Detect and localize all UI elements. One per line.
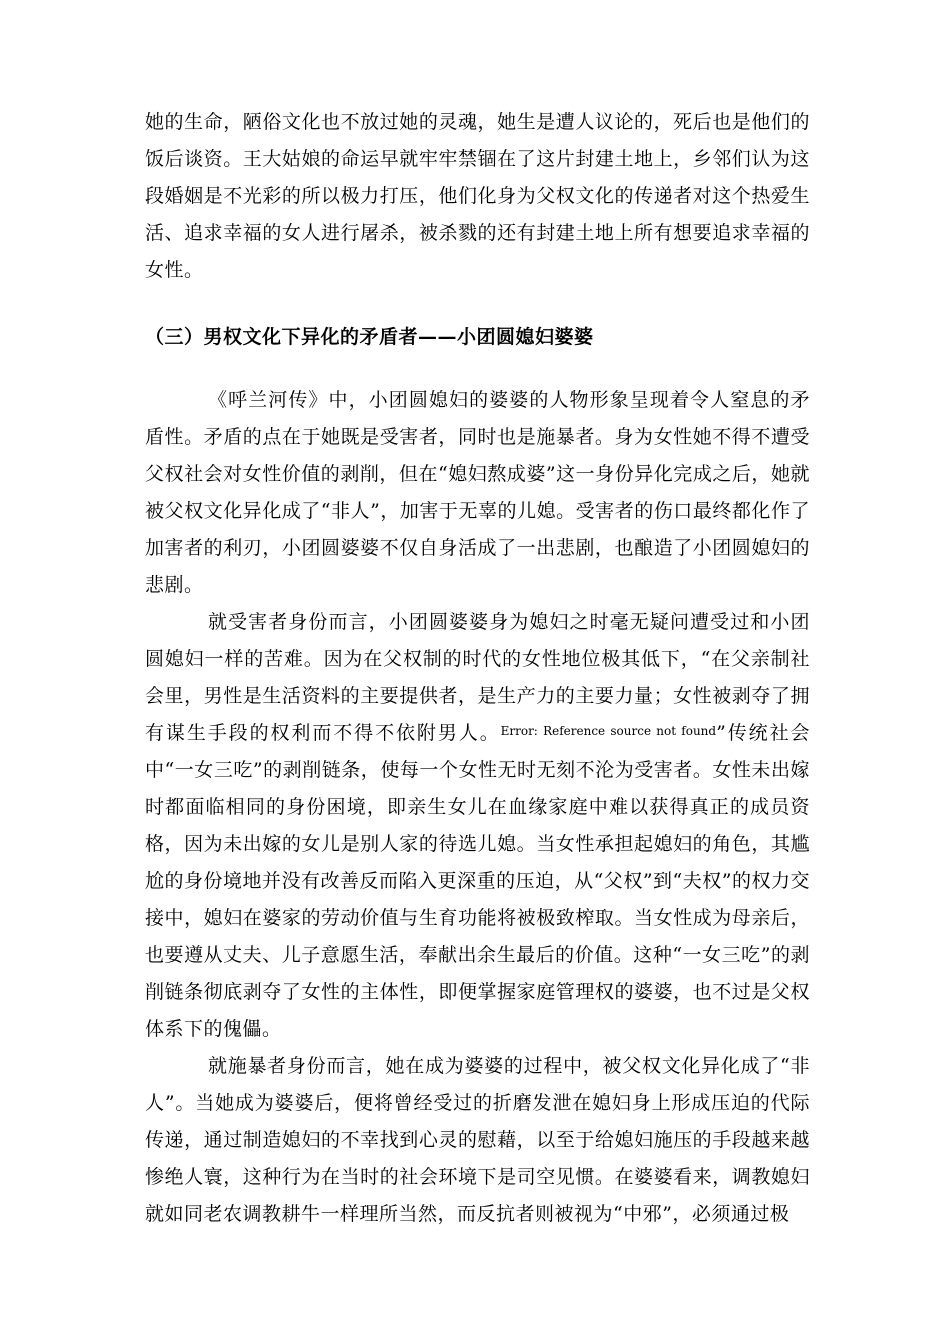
section-heading: （三）男权文化下异化的矛盾者——小团圆媳妇婆婆 bbox=[145, 326, 594, 348]
paragraph-victim-identity bbox=[145, 604, 810, 1048]
paragraph-continuation: 她的生命，陋俗文化也不放过她的灵魂，她生是遭人议论的，死后也是他们的饭后谈资。王大姑娘的命运早就牢牢禁锢在了这片封建土地上，乡邻们认为这段婚姻是不光彩的所以极力打压，他们化身为父权文化的传递者对这个热爱生活、追求幸福的女人进行屠杀，被杀戮的还有封建土地上所有想要追求幸福的女性。 bbox=[145, 111, 810, 281]
broken-reference-error-text: Error: Reference source not found bbox=[500, 724, 717, 738]
paragraph-contradiction-intro: 《呼兰河传》中，小团圆媳妇的婆婆的人物形象呈现着令人窒息的矛盾性。矛盾的点在于她既是受害者，同时也是施暴者。身为女性她不得不遭受父权社会对女性价值的剥削，但在“媳妇熬成婆”这一身份异化完成之后，她就被父权文化异化成了“非人”，加害于无辜的儿媳。受害者的伤口最终都化作了加害者的利刃，小团圆婆婆不仅自身活成了一出悲剧，也酿造了小团圆媳妇的悲剧。 bbox=[145, 389, 810, 596]
paragraph-text-before-error: 就受害者身份而言，小团圆婆婆身为媳妇之时毫无疑问遭受过和小团圆媳妇一样的苦难。因为在父权制的时代的女性地位极其低下，“在父亲制社会里，男性是生活资料的主要提供者，是生产力的主要力量；女性被剥夺了拥有谋生手段的权利而不得不依附男人。 bbox=[145, 611, 810, 744]
paragraph-abuser-identity: 就施暴者身份而言，她在成为婆婆的过程中，被父权文化异化成了“非人”。当她成为婆婆后，便将曾经受过的折磨发泄在媳妇身上形成压迫的代际传递，通过制造媳妇的不幸找到心灵的慰藉，以至于给媳妇施压的手段越来越惨绝人寰，这种行为在当时的社会环境下是司空见惯。在婆婆看来，调教媳妇就如同老农调教耕牛一样理所当然，而反抗者则被视为“中邪”，必须通过极 bbox=[145, 1055, 810, 1225]
paragraph-text-after-error: ”传统社会中“一女三吃”的剥削链条，使每一个女性无时无刻不沦为受害者。女性未出嫁时都面临相同的身份困境，即亲生女儿在血缘家庭中难以获得真正的成员资格，因为未出嫁的女儿是别人家的待选儿媳。当女性承担起媳妇的角色，其尴尬的身份境地并没有改善反而陷入更深重的压迫，从“父权”到“夫权”的权力交接中，媳妇在婆家的劳动价值与生育功能将被极致榨取。当女性成为母亲后，也要遵从丈夫、儿子意愿生活，奉献出余生最后的价值。这种“一女三吃”的剥削链条彻底剥夺了女性的主体性，即便掌握家庭管理权的婆婆，也不过是父权体系下的傀儡。 bbox=[145, 722, 810, 1040]
